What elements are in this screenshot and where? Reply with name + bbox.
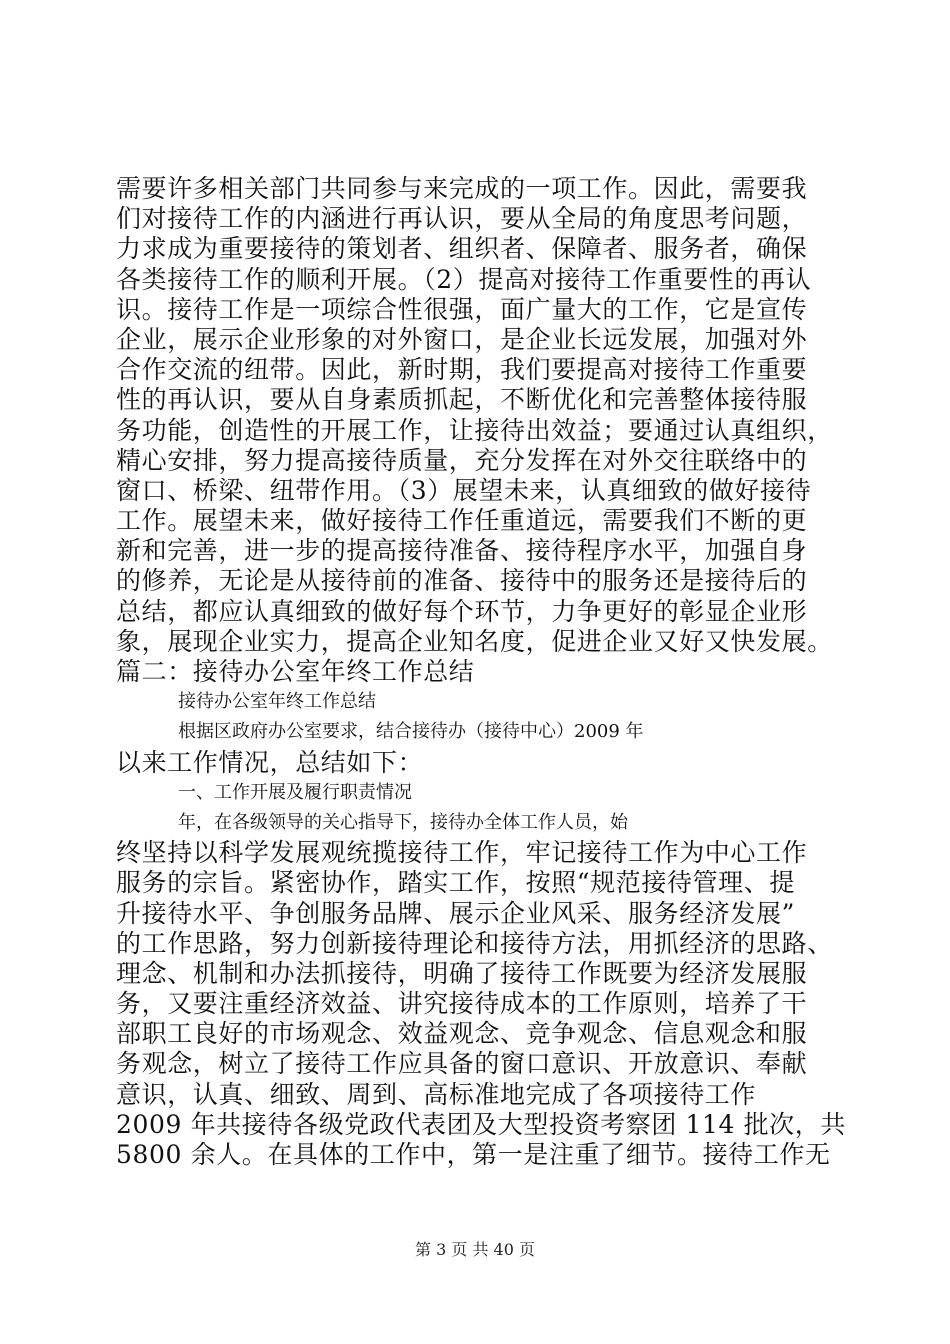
- text-line: 务功能，创造性的开展工作，让接待出效益；要通过认真组织，: [116, 415, 833, 445]
- section-title: 接待办公室年终工作总结: [178, 691, 376, 713]
- page-footer: [0, 1240, 950, 1260]
- text-line: 理念、机制和办法抓接待，明确了接待工作既要为经济发展服: [116, 958, 808, 988]
- document-body: [116, 174, 856, 1170]
- text-line: 以来工作情况，总结如下：: [116, 747, 424, 777]
- text-line: 性的再认识，要从自身素质抓起，不断优化和完善整体接待服: [116, 385, 808, 415]
- text-line: 力求成为重要接待的策划者、组织者、保障者、服务者，确保: [116, 234, 808, 264]
- text-line: 年，在各级领导的关心指导下，接待办全体工作人员，始: [178, 811, 628, 833]
- subsection-heading: 一、工作开展及履行职责情况: [178, 781, 412, 803]
- text-line: 服务的宗旨。紧密协作，踏实工作，按照“规范接待管理、提: [116, 868, 795, 898]
- text-line: 的修养，无论是从接待前的准备、接待中的服务还是接待后的: [116, 566, 808, 596]
- text-line: 需要许多相关部门共同参与来完成的一项工作。因此，需要我: [116, 174, 808, 203]
- text-line: 2009 年共接待各级党政代表团及大型投资考察团 114 批次，共: [116, 1109, 846, 1139]
- text-line: 的工作思路，努力创新接待理论和接待方法，用抓经济的思路、: [116, 928, 833, 958]
- text-line: 终坚持以科学发展观统揽接待工作，牢记接待工作为中心工作: [116, 838, 808, 868]
- text-line: 识。接待工作是一项综合性很强，面广量大的工作，它是宣传: [116, 294, 808, 324]
- text-line: 务观念，树立了接待工作应具备的窗口意识、开放意识、奉献: [116, 1049, 808, 1079]
- text-line: 们对接待工作的内涵进行再认识，要从全局的角度思考问题，: [116, 204, 808, 234]
- text-line: 总结，都应认真细致的做好每个环节，力争更好的彰显企业形: [116, 596, 808, 626]
- text-line: 合作交流的纽带。因此，新时期，我们要提高对接待工作重要: [116, 355, 808, 385]
- text-line: 部职工良好的市场观念、效益观念、竞争观念、信息观念和服: [116, 1019, 808, 1049]
- text-line: 各类接待工作的顺利开展。（2）提高对接待工作重要性的再认: [116, 264, 812, 294]
- text-line: 精心安排，努力提高接待质量，充分发挥在对外交往联络中的: [116, 445, 808, 475]
- text-line: 企业，展示企业形象的对外窗口，是企业长远发展，加强对外: [116, 324, 808, 354]
- text-line: 5800 余人。在具体的工作中，第一是注重了细节。接待工作无: [116, 1140, 831, 1169]
- text-line: 工作。展望未来，做好接待工作任重道远，需要我们不断的更: [116, 506, 808, 536]
- page-number: 第 3 页 共 40 页: [415, 1240, 535, 1259]
- text-line: 象，展现企业实力，提高企业知名度，促进企业又好又快发展。: [116, 626, 833, 656]
- text-line: 意识，认真、细致、周到、高标准地完成了各项接待工作: [116, 1079, 757, 1109]
- text-line: 升接待水平、争创服务品牌、展示企业风采、服务经济发展”: [116, 898, 795, 928]
- text-line: 新和完善，进一步的提高接待准备、接待程序水平，加强自身: [116, 536, 808, 566]
- text-line: 务，又要注重经济效益、讲究接待成本的工作原则，培养了干: [116, 989, 808, 1019]
- text-line: 窗口、桥梁、纽带作用。（3）展望未来，认真细致的做好接待: [116, 475, 812, 505]
- text-line: 根据区政府办公室要求，结合接待办（接待中心）2009 年: [178, 721, 644, 743]
- section-heading: 篇二：接待办公室年终工作总结: [116, 657, 475, 686]
